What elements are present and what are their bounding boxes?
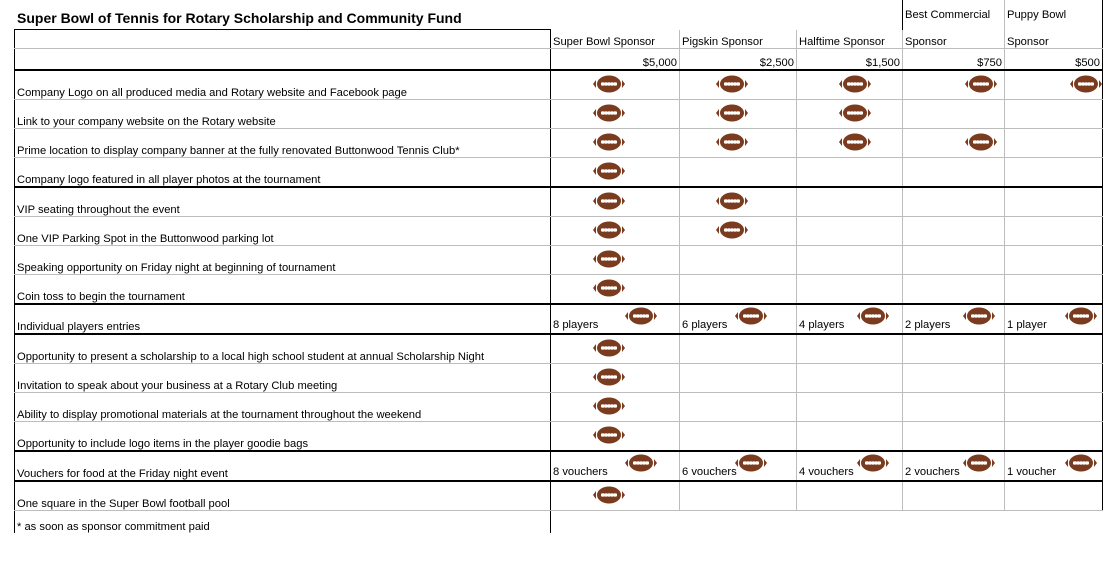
benefit-cell bbox=[797, 275, 903, 305]
football-icon bbox=[1063, 454, 1099, 472]
benefit-row bbox=[15, 187, 1103, 217]
football-icon bbox=[963, 133, 999, 151]
benefit-cell bbox=[797, 158, 903, 188]
header-row-1 bbox=[15, 0, 1103, 30]
benefit-cell bbox=[680, 158, 797, 188]
sponsorship-table bbox=[14, 0, 1103, 533]
sponsor-name: Sponsor bbox=[1005, 30, 1103, 49]
football-icon bbox=[714, 104, 750, 122]
benefit-row bbox=[15, 422, 1103, 452]
benefit-cell bbox=[903, 481, 1005, 511]
benefit-cell-value: 2 players bbox=[905, 319, 951, 331]
benefit-row bbox=[15, 393, 1103, 422]
benefit-cell bbox=[680, 100, 797, 129]
benefit-cell bbox=[903, 451, 1005, 481]
benefit-cell bbox=[903, 422, 1005, 452]
benefit-cell bbox=[680, 70, 797, 100]
benefit-label: Company logo featured in all player photos at the tournament bbox=[15, 158, 551, 188]
benefit-cell bbox=[903, 70, 1005, 100]
benefit-cell bbox=[551, 70, 680, 100]
benefit-cell bbox=[797, 246, 903, 275]
benefit-cell bbox=[680, 129, 797, 158]
benefit-cell bbox=[680, 275, 797, 305]
benefit-cell bbox=[797, 481, 903, 511]
benefit-row bbox=[15, 158, 1103, 188]
benefit-cell bbox=[680, 246, 797, 275]
benefit-cell bbox=[1005, 334, 1103, 364]
benefit-cell bbox=[797, 422, 903, 452]
benefit-label: Invitation to speak about your business at a Rotary Club meeting bbox=[15, 364, 551, 393]
benefit-cell bbox=[551, 334, 680, 364]
benefit-label: One VIP Parking Spot in the Buttonwood parking lot bbox=[15, 217, 551, 246]
benefit-cell bbox=[551, 246, 680, 275]
sponsor-header-line1: Puppy Bowl bbox=[1005, 0, 1103, 30]
sponsor-price: $2,500 bbox=[680, 49, 797, 71]
benefit-cell bbox=[797, 129, 903, 158]
sponsor-name: Super Bowl Sponsor bbox=[551, 30, 680, 49]
benefit-cell bbox=[903, 100, 1005, 129]
benefit-label: Ability to display promotional materials at the tournament throughout the weekend bbox=[15, 393, 551, 422]
sponsor-price: $1,500 bbox=[797, 49, 903, 71]
benefit-label: Prime location to display company banner at the fully renovated Buttonwood Tennis Club* bbox=[15, 129, 551, 158]
benefit-cell bbox=[551, 100, 680, 129]
benefit-cell-value: 2 vouchers bbox=[905, 466, 960, 478]
benefit-cell bbox=[551, 158, 680, 188]
benefit-label: Link to your company website on the Rotary website bbox=[15, 100, 551, 129]
benefit-cell bbox=[680, 393, 797, 422]
benefit-row bbox=[15, 481, 1103, 511]
benefit-cell bbox=[1005, 70, 1103, 100]
benefit-label: Vouchers for food at the Friday night event bbox=[15, 451, 551, 481]
benefit-cell bbox=[680, 422, 797, 452]
football-icon bbox=[733, 454, 769, 472]
benefit-label: Opportunity to include logo items in the player goodie bags bbox=[15, 422, 551, 452]
football-icon bbox=[961, 307, 997, 325]
benefit-cell bbox=[903, 246, 1005, 275]
benefit-cell bbox=[1005, 364, 1103, 393]
football-icon bbox=[837, 75, 873, 93]
sponsor-price: $5,000 bbox=[551, 49, 680, 71]
football-icon bbox=[591, 368, 627, 386]
benefit-cell bbox=[797, 187, 903, 217]
football-icon bbox=[1068, 75, 1104, 93]
football-icon bbox=[591, 104, 627, 122]
football-icon bbox=[591, 162, 627, 180]
header-row-2 bbox=[15, 30, 1103, 49]
football-icon bbox=[591, 397, 627, 415]
benefit-cell bbox=[797, 393, 903, 422]
benefit-cell bbox=[1005, 217, 1103, 246]
footnote-row bbox=[15, 511, 1103, 534]
benefit-cell-value: 4 players bbox=[799, 319, 845, 331]
benefit-cell bbox=[1005, 422, 1103, 452]
benefit-cell bbox=[551, 481, 680, 511]
benefit-label: One square in the Super Bowl football pool bbox=[15, 481, 551, 511]
benefit-cell bbox=[903, 334, 1005, 364]
football-icon bbox=[591, 339, 627, 357]
benefit-cell bbox=[797, 70, 903, 100]
benefit-cell bbox=[797, 304, 903, 334]
price-row bbox=[15, 49, 1103, 71]
benefit-cell bbox=[680, 304, 797, 334]
benefit-label: Company Logo on all produced media and Rotary website and Facebook page bbox=[15, 70, 551, 100]
benefit-cell bbox=[551, 422, 680, 452]
football-icon bbox=[591, 192, 627, 210]
benefit-cell bbox=[903, 158, 1005, 188]
sponsor-name: Halftime Sponsor bbox=[797, 30, 903, 49]
benefit-cell bbox=[551, 393, 680, 422]
football-icon bbox=[714, 192, 750, 210]
football-icon bbox=[591, 221, 627, 239]
benefit-cell-value: 6 vouchers bbox=[682, 466, 737, 478]
football-icon bbox=[961, 454, 997, 472]
football-icon bbox=[855, 307, 891, 325]
benefit-cell bbox=[1005, 100, 1103, 129]
benefit-cell bbox=[797, 100, 903, 129]
football-icon bbox=[591, 250, 627, 268]
benefit-cell bbox=[903, 304, 1005, 334]
benefit-cell bbox=[1005, 393, 1103, 422]
football-icon bbox=[963, 75, 999, 93]
sponsor-price: $750 bbox=[903, 49, 1005, 71]
benefit-row bbox=[15, 100, 1103, 129]
football-icon bbox=[714, 133, 750, 151]
benefit-cell bbox=[797, 217, 903, 246]
benefit-cell bbox=[797, 334, 903, 364]
benefit-row bbox=[15, 364, 1103, 393]
benefit-cell bbox=[903, 393, 1005, 422]
benefit-cell-value: 1 player bbox=[1007, 319, 1047, 331]
benefit-cell bbox=[680, 481, 797, 511]
benefit-cell-value: 8 players bbox=[553, 319, 599, 331]
benefit-cell bbox=[903, 129, 1005, 158]
benefit-cell bbox=[551, 275, 680, 305]
benefit-label: Speaking opportunity on Friday night at beginning of tournament bbox=[15, 246, 551, 275]
benefit-label: Opportunity to present a scholarship to a local high school student at annual Scholarship Night bbox=[15, 334, 551, 364]
benefit-row bbox=[15, 451, 1103, 481]
benefit-cell bbox=[1005, 304, 1103, 334]
benefit-cell bbox=[680, 187, 797, 217]
benefit-cell bbox=[551, 364, 680, 393]
benefit-row bbox=[15, 275, 1103, 305]
football-icon bbox=[837, 133, 873, 151]
football-icon bbox=[714, 75, 750, 93]
benefit-row bbox=[15, 334, 1103, 364]
football-icon bbox=[623, 454, 659, 472]
benefit-cell bbox=[551, 451, 680, 481]
benefit-cell bbox=[680, 451, 797, 481]
benefit-label: VIP seating throughout the event bbox=[15, 187, 551, 217]
benefit-cell bbox=[680, 217, 797, 246]
benefit-cell bbox=[551, 187, 680, 217]
benefit-cell bbox=[551, 217, 680, 246]
football-icon bbox=[591, 486, 627, 504]
sponsorship-table-container bbox=[14, 0, 1103, 533]
benefit-row bbox=[15, 304, 1103, 334]
benefit-cell-value: 6 players bbox=[682, 319, 728, 331]
benefit-cell bbox=[903, 187, 1005, 217]
benefit-cell bbox=[1005, 246, 1103, 275]
football-icon bbox=[837, 104, 873, 122]
benefit-cell-value: 8 vouchers bbox=[553, 466, 608, 478]
benefit-cell bbox=[680, 334, 797, 364]
benefit-cell bbox=[551, 129, 680, 158]
benefit-cell bbox=[903, 364, 1005, 393]
benefit-cell bbox=[551, 304, 680, 334]
benefit-cell bbox=[1005, 451, 1103, 481]
title-cell bbox=[15, 0, 551, 30]
benefit-row bbox=[15, 129, 1103, 158]
football-icon bbox=[591, 133, 627, 151]
benefit-cell-value: 1 voucher bbox=[1007, 466, 1057, 478]
sponsor-name: Pigskin Sponsor bbox=[680, 30, 797, 49]
football-icon bbox=[1063, 307, 1099, 325]
football-icon bbox=[591, 279, 627, 297]
benefit-row bbox=[15, 217, 1103, 246]
page-title: Super Bowl of Tennis for Rotary Scholarship and Community Fund bbox=[17, 10, 462, 26]
benefit-cell bbox=[1005, 481, 1103, 511]
benefit-cell bbox=[1005, 187, 1103, 217]
benefit-cell bbox=[797, 451, 903, 481]
benefit-cell-value: 4 vouchers bbox=[799, 466, 854, 478]
benefit-label: Coin toss to begin the tournament bbox=[15, 275, 551, 305]
footnote: * as soon as sponsor commitment paid bbox=[15, 511, 551, 534]
football-icon bbox=[733, 307, 769, 325]
football-icon bbox=[714, 221, 750, 239]
benefit-row bbox=[15, 70, 1103, 100]
benefit-cell bbox=[1005, 275, 1103, 305]
benefit-cell bbox=[903, 217, 1005, 246]
benefit-cell bbox=[680, 364, 797, 393]
football-icon bbox=[855, 454, 891, 472]
football-icon bbox=[623, 307, 659, 325]
football-icon bbox=[591, 75, 627, 93]
benefit-row bbox=[15, 246, 1103, 275]
sponsor-name: Sponsor bbox=[903, 30, 1005, 49]
football-icon bbox=[591, 426, 627, 444]
benefit-cell bbox=[797, 364, 903, 393]
benefit-cell bbox=[1005, 129, 1103, 158]
sponsor-price: $500 bbox=[1005, 49, 1103, 71]
benefit-label: Individual players entries bbox=[15, 304, 551, 334]
benefit-cell bbox=[903, 275, 1005, 305]
sponsor-header-line1: Best Commercial bbox=[903, 0, 1005, 30]
benefit-cell bbox=[1005, 158, 1103, 188]
